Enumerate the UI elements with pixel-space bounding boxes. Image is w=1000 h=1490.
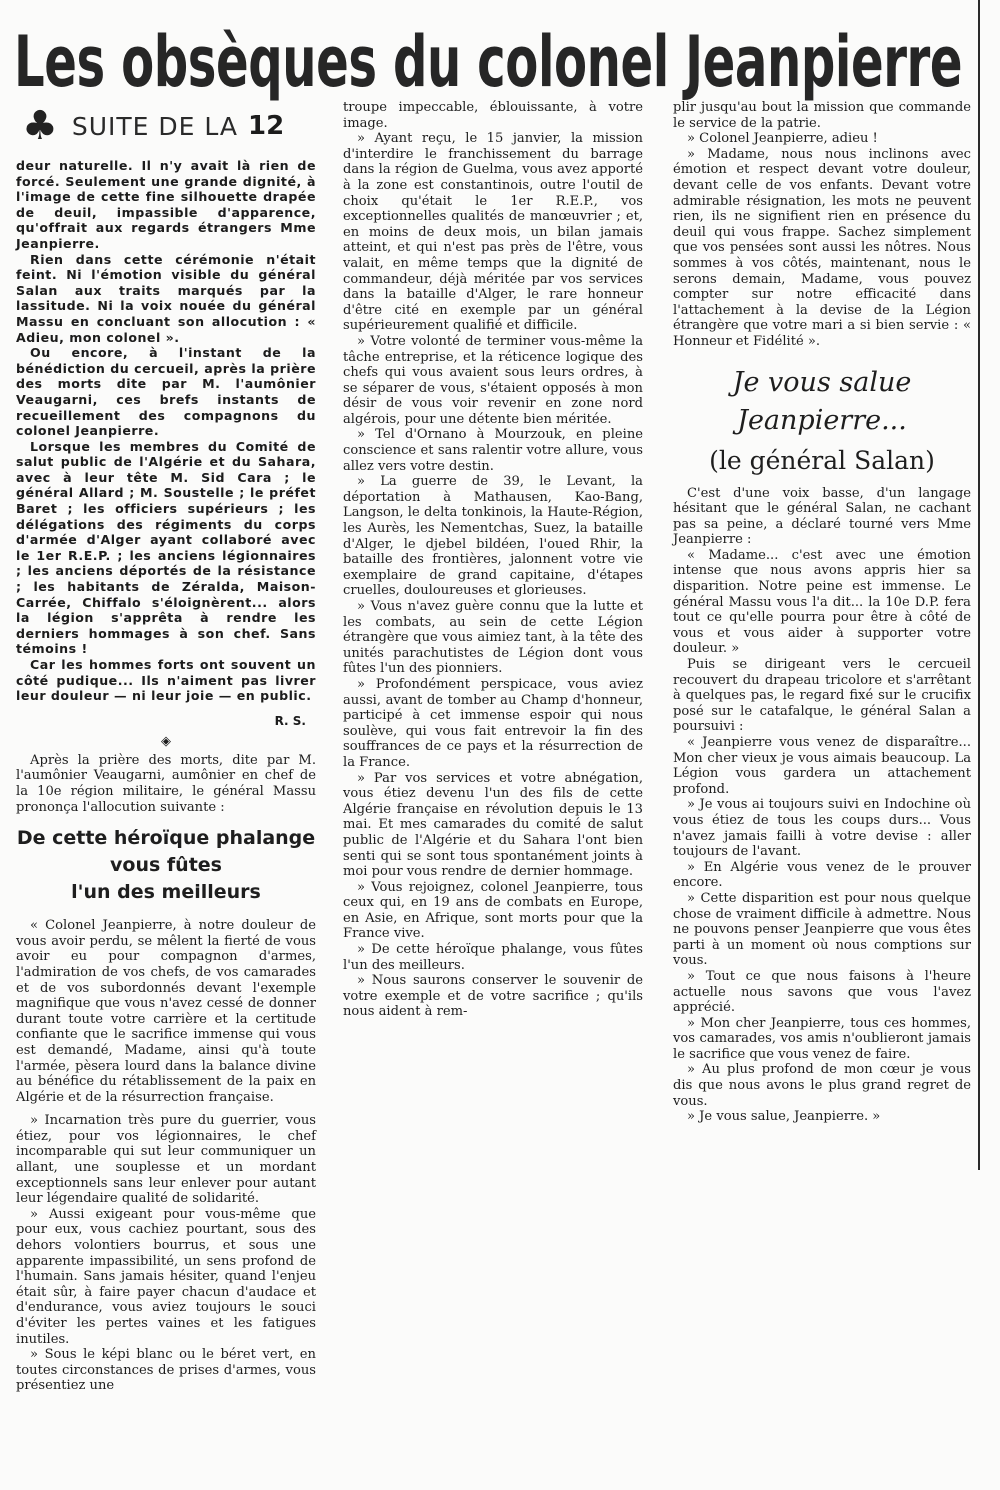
subheading-line: De cette héroïque phalange bbox=[16, 827, 316, 850]
column-1 bbox=[16, 100, 316, 1394]
signature: R. S. bbox=[274, 713, 306, 728]
report-text bbox=[16, 158, 316, 704]
column-3 bbox=[673, 100, 971, 1125]
club-icon: ♣ bbox=[22, 103, 58, 149]
continuation-label: SUITE DE LA bbox=[71, 111, 239, 141]
subheading-line: l'un des meilleurs bbox=[71, 881, 261, 904]
paragraph: » En Algérie vous venez de le prouver encore. bbox=[673, 859, 971, 891]
paragraph: » Je vous ai toujours suivi en Indochine où vous étiez de tous les coups durs... Vous n'avez jamais failli à votre devise : aller toujours de l'avant. bbox=[673, 797, 971, 860]
speech-intro: Après la prière des morts, dite par M. l'aumônier Veaugarni, aumônier en chef de la 10e région militaire, le général Massu prononça l'allocution suivante : bbox=[16, 752, 316, 815]
paragraph: Puis se dirigeant vers le cercueil recouvert du drapeau tricolore et s'arrêtant à quelques pas, le regard fixé sur le crucifix posé sur le catafalque, le général Salan a poursuivi : bbox=[673, 657, 971, 735]
paragraph: » Tout ce que nous faisons à l'heure actuelle nous savons que vous l'avez apprécié. bbox=[673, 968, 971, 1016]
paragraph: Ou encore, à l'instant de la bénédiction du cercueil, après la prière des morts dite par M. l'aumônier Veaugarni, ces brefs instants de recueillement des compagnons du colonel Jeanpierre. bbox=[16, 345, 316, 439]
paragraph: » Par vos services et votre abnégation, vous étiez devenu l'un des fils de cette Algérie française en révolution depuis le 13 mai. Et mes camarades du comité de salut public de l'Algérie et du Sahara l'ont bien senti qui se sont tous spontanément joints à moi pour vous rendre de dernier hommage. bbox=[343, 770, 643, 880]
paragraph: » Tel d'Ornano à Mourzouk, en pleine conscience et sans ralentir votre allure, vous allez vers votre destin. bbox=[343, 427, 643, 474]
paragraph: Car les hommes forts ont souvent un côté pudique... Ils n'aiment pas livrer leur douleur — ni leur joie — en public. bbox=[16, 657, 316, 704]
headline: Les obsèques du colonel Jeanpierre bbox=[14, 22, 963, 104]
paragraph: deur naturelle. Il n'y avait là rien de forcé. Seulement une grande dignité, à l'image de cette fine silhouette drapée de deuil, impassible d'apparence, qu'offrait aux regards étrangers Mme Jeanpierre. bbox=[16, 158, 316, 251]
paragraph: troupe impeccable, éblouissante, à votre image. bbox=[343, 100, 643, 131]
paragraph: « Jeanpierre vous venez de disparaître... Mon cher vieux je vous aimais beaucoup. La Légion vous gardera un attachement profond. bbox=[673, 735, 971, 797]
paragraph: » Mon cher Jeanpierre, tous ces hommes, vos camarades, vos amis n'oublieront jamais le sacrifice que vous venez de faire. bbox=[673, 1015, 971, 1062]
paragraph: » Au plus profond de mon cœur je vous dis que nous avons le plus grand regret de vous. bbox=[673, 1062, 971, 1109]
paragraph: Rien dans cette cérémonie n'était feint. Ni l'émotion visible du général Salan aux traits marqués par la lassitude. Ni la voix nouée du général Massu en concluant son allocution : « Adieu, mon colonel ». bbox=[16, 251, 316, 345]
column-rule bbox=[978, 0, 980, 1170]
paragraph: » Vous n'avez guère connu que la lutte et les combats, au sein de cette Légion étrangère que vous aimiez tant, à la tête des unités parachutistes de Légion dont vous fûtes l'un des pionniers. bbox=[343, 599, 643, 677]
paragraph: « Colonel Jeanpierre, à notre douleur de vous avoir perdu, se mêlent la fierté de vous avoir eu pour compagnon d'armes, l'admiration de vos chefs, de vos camarades et de vos subordonnés devant l'exemple magnifique que vous n'avez cessé de donner durant toute votre carrière et la certitude confiante que le sacrifice immense qui vous est demandé, Madame, ainsi qu'à toute l'armée, pèsera lourd dans la balance divine au bénéfice du rétablissement de la paix en Algérie et de la résurrection française. bbox=[16, 918, 316, 1105]
ornament-icon: ◈ bbox=[161, 733, 171, 749]
paragraph: » Colonel Jeanpierre, adieu ! bbox=[687, 131, 878, 147]
paragraph: Lorsque les membres du Comité de salut public de l'Algérie et du Sahara, avec à leur tête M. Sid Cara ; le général Allard ; M. Soustelle ; le préfet Baret ; les officiers supérieurs ; les délégations des régiments du corps d'armée d'Alger ayant collaboré avec le 1er R.E.P. ; les anciens légionnaires ; les anciens déportés de la résistance ; les habitants de Zéralda, Maison-Carrée, Chiffalo s'éloignèrent... alors la légion s'apprêta à rendre les derniers hommages à son chef. Sans témoins ! bbox=[16, 438, 316, 657]
continuation-banner bbox=[16, 100, 316, 152]
heading-line: Je vous salue bbox=[732, 366, 912, 398]
paragraph: » Incarnation très pure du guerrier, vous étiez, pour vos légionnaires, le chef incomparable qui sut leur communiquer un allant, une souplesse et un mordant exceptionnels sans leur enlever pour autant leur légendaire qualité de solidarité. bbox=[16, 1113, 316, 1207]
paragraph: » Sous le képi blanc ou le béret vert, en toutes circonstances de prises d'armes, vous présentiez une bbox=[16, 1347, 316, 1394]
column-2 bbox=[343, 100, 643, 1020]
paragraph: » Madame, nous nous inclinons avec émotion et respect devant votre douleur, devant celle de vos enfants. Devant votre admirable résignation, les mots ne peuvent rien, ils ne signifient rien en présence du deuil qui vous frappe. Sachez simplement que vos pensées sont aussi les nôtres. Nous sommes à vos côtés, maintenant, nous le serons demain, Madame, vous pouvez compter sur notre efficacité dans l'attachement à la devise de la Légion étrangère que votre mari a si bien servie : « Honneur et Fidélité ». bbox=[673, 146, 971, 349]
paragraph: » Vous rejoignez, colonel Jeanpierre, tous ceux qui, en 19 ans de combats en Europe, en Asie, en Afrique, sont morts pour que la France vive. bbox=[343, 879, 643, 942]
salan-heading-attribution: (le général Salan) bbox=[709, 445, 935, 475]
paragraph: plir jusqu'au bout la mission que commande le service de la patrie. bbox=[673, 100, 971, 131]
paragraph: » Votre volonté de terminer vous-même la tâche entreprise, et la réticence logique des chefs qui vous avaient sous leurs ordres, à se séparer de vous, s'étaient opposés à mon désir de vous voir revenir en zone nord algérois, pour une détente bien méritée. bbox=[343, 333, 643, 427]
subheading bbox=[16, 825, 316, 906]
subheading-line: vous fûtes bbox=[110, 854, 222, 877]
paragraph: » De cette héroïque phalange, vous fûtes l'un des meilleurs. bbox=[343, 942, 643, 973]
paragraph: » Cette disparition est pour nous quelque chose de vraiment difficile à admettre. Nous ne pouvons penser Jeanpierre que vous êtes parti à un moment où nous comptions sur vous. bbox=[673, 890, 971, 969]
paragraph: » Nous saurons conserver le souvenir de votre exemple et de votre sacrifice ; qu'ils nous aident à rem- bbox=[343, 973, 643, 1020]
continuation-page: 12 bbox=[248, 111, 285, 141]
paragraph: C'est d'une voix basse, d'un langage hésitant que le général Salan, ne cachant pas sa peine, a déclaré tourné vers Mme Jeanpierre : bbox=[673, 485, 971, 548]
heading-line: Jeanpierre... bbox=[737, 404, 907, 436]
paragraph: » Ayant reçu, le 15 janvier, la mission d'interdire le franchissement du barrage dans la région de Guelma, vous avez apporté à la zone est constantinois, outre l'outil de choix qu'était le 1er R.E.P., vos exceptionnelles qualités de manœuvrier ; et, en moins de deux mois, un bilan jamais atteint, et qui n'est pas près de l'être, vous valait, en même temps que la dignité de commandeur, déjà méritée par vos services dans la bataille d'Alger, le rare honneur d'être cité en exemple par un général supérieurement qualifié et difficile. bbox=[343, 131, 643, 334]
paragraph: » Profondément perspicace, vous aviez aussi, avant de tomber au Champ d'honneur, participé à cet immense espoir qui nous soulève, qui vous fait entrevoir la fin des souffrances de ce pays et la résurrection de la France. bbox=[343, 676, 643, 770]
paragraph: » La guerre de 39, le Levant, la déportation à Mathausen, Kao-Bang, Langson, le delta tonkinois, la Haute-Région, les Aurès, les Nementchas, Suez, la bataille d'Alger, le djebel bildéen, l'oued Rhir, la bataille des frontières, jalonnent votre vie exemplaire de grand capitaine, d'étapes cruelles, douloureuses et glorieuses. bbox=[343, 474, 643, 599]
paragraph: » Aussi exigeant pour vous-même que pour eux, vous cachiez pourtant, sous des dehors volontiers bourrus, et sous une apparente impassibilité, un sens profond de l'humain. Sans jamais hésiter, quand l'enjeu était sûr, à faire payer chacun d'audace et d'endurance, vous aviez toujours le souci d'éviter les pertes vaines et les fatigues inutiles. bbox=[16, 1206, 316, 1347]
paragraph: « Madame... c'est avec une émotion intense que nous avons appris hier sa disparition. Notre peine est immense. Le général Massu vous l'a dit... la 10e D.P. fera tout ce qu'elle pourra pour être à côté de vous et vous aider à supporter votre douleur. » bbox=[673, 547, 971, 657]
salan-heading bbox=[673, 364, 971, 440]
paragraph: » Je vous salue, Jeanpierre. » bbox=[687, 1109, 881, 1125]
massu-speech bbox=[16, 918, 316, 1394]
